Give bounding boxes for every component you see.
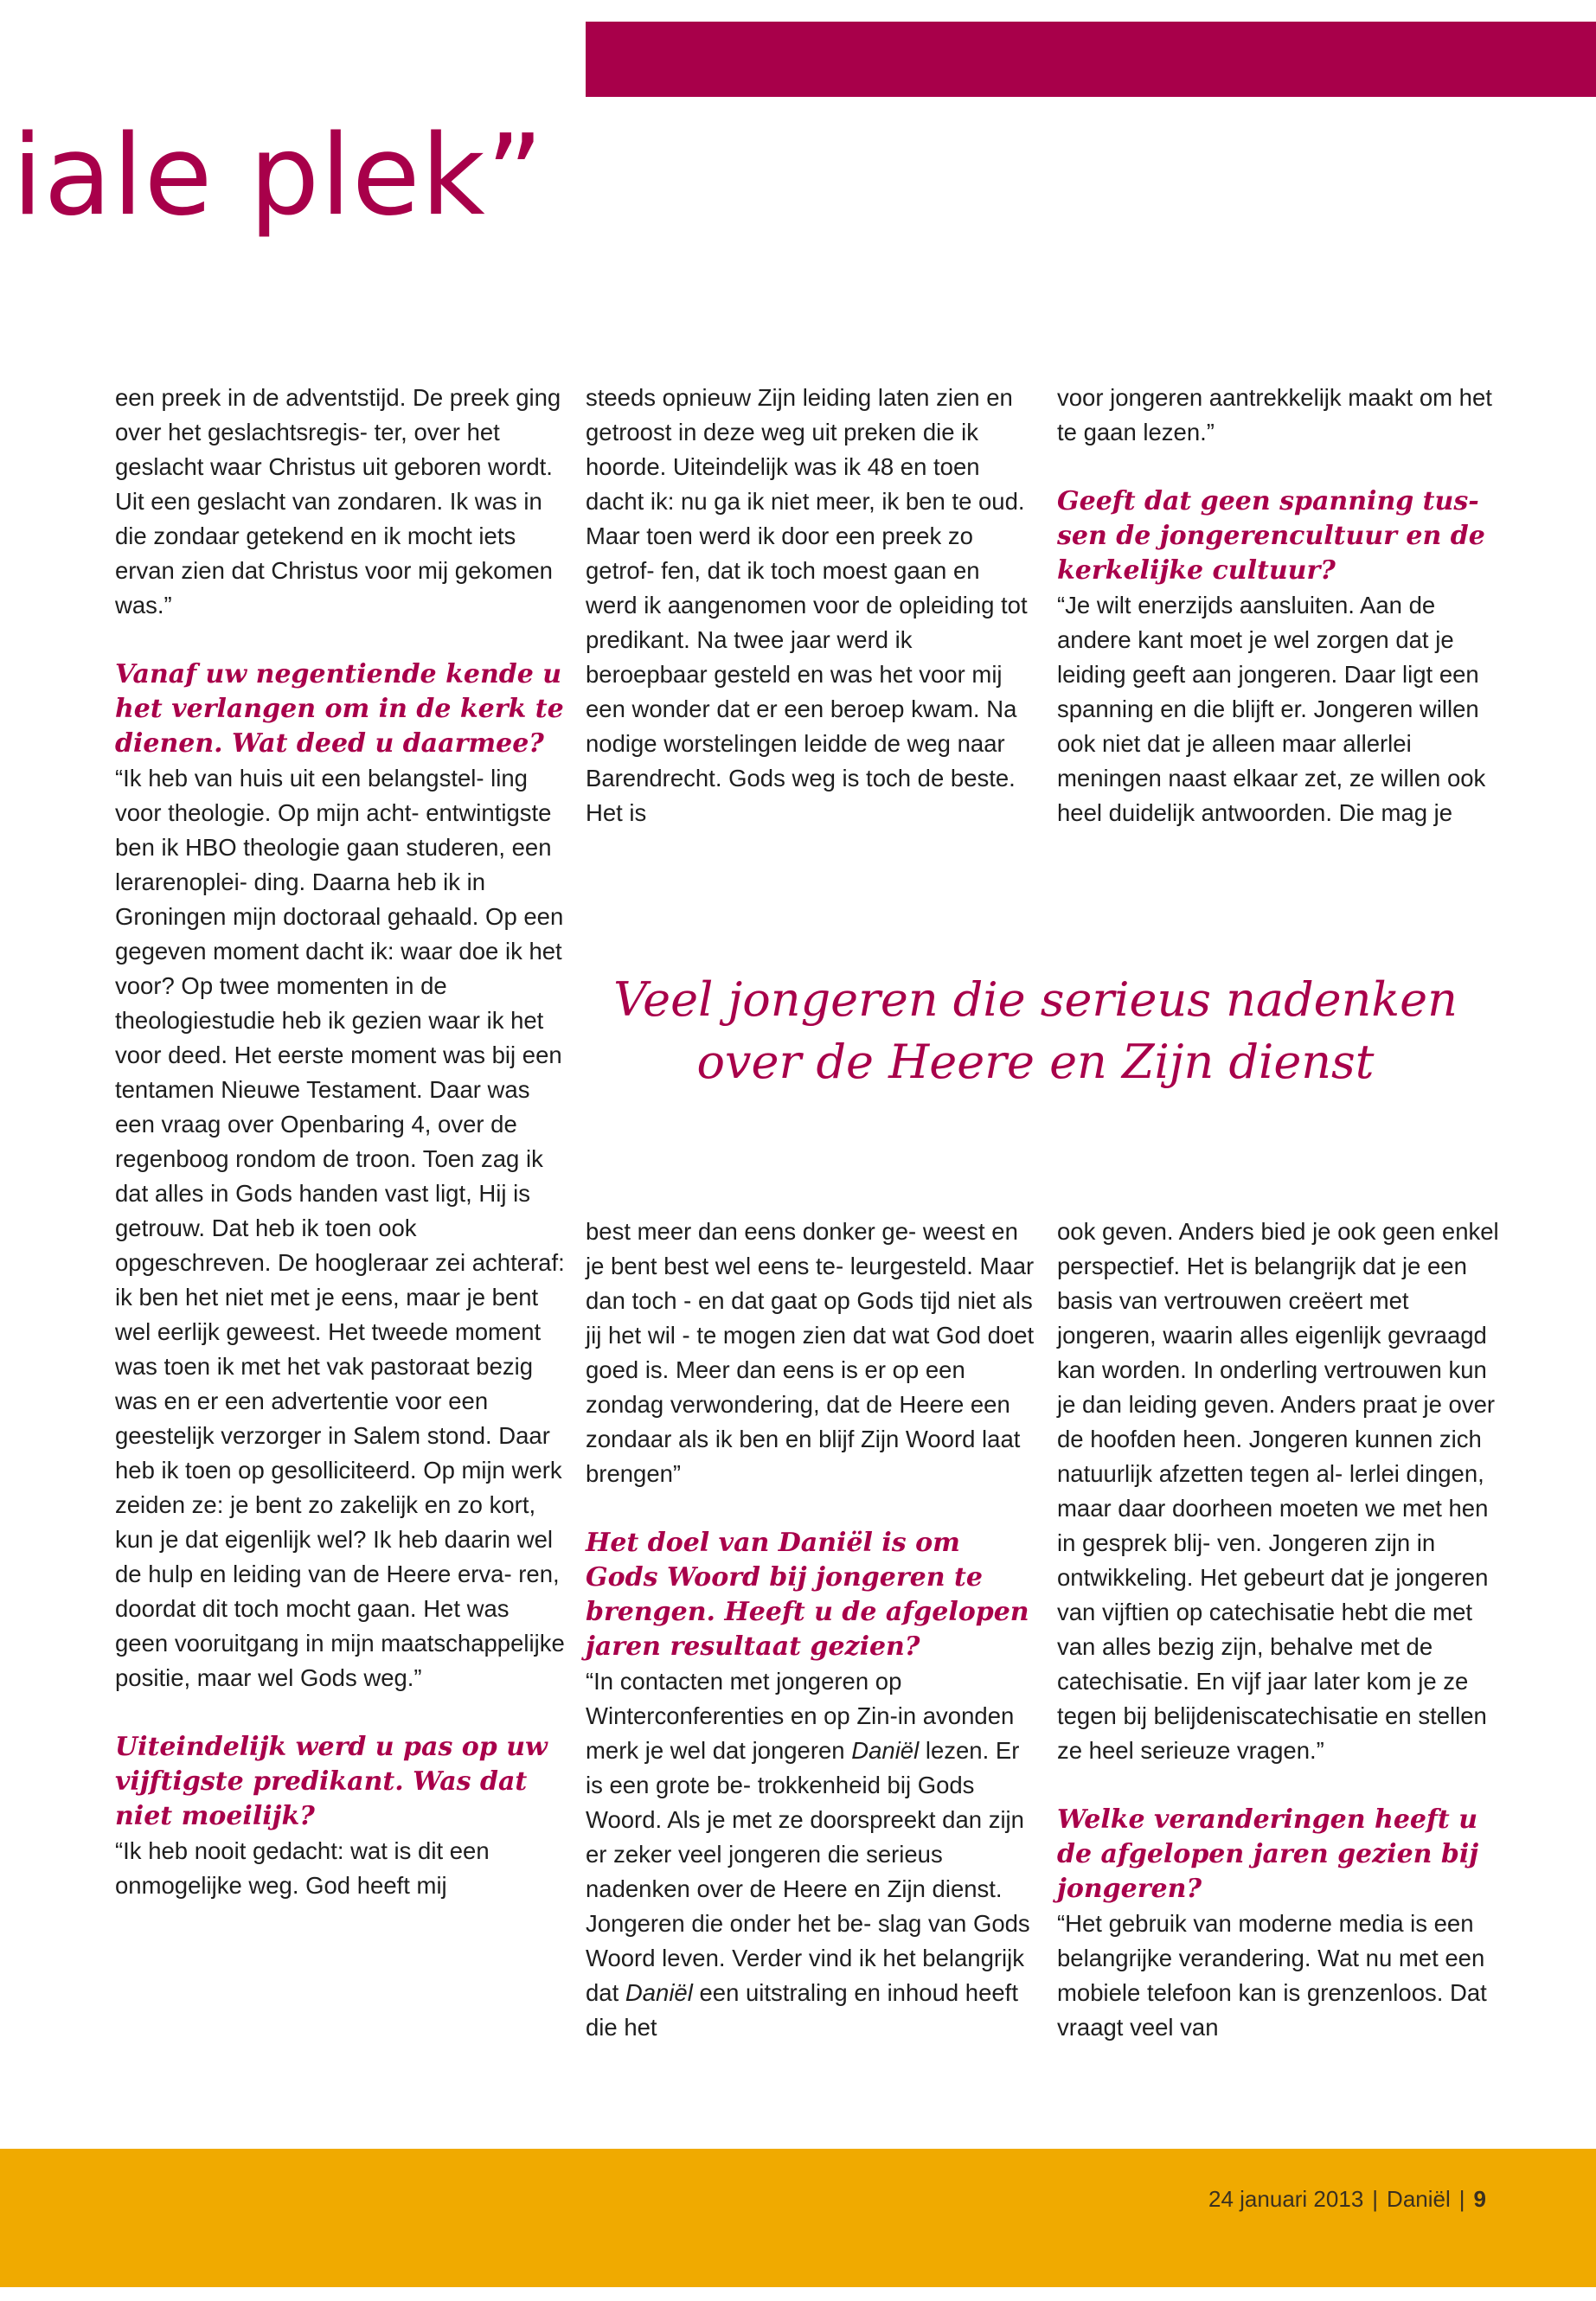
interview-question: Uiteindelijk werd u pas op uw vijftigste predikant. Was dat niet moeilijk? bbox=[115, 1732, 548, 1831]
paragraph: “Je wilt enerzijds aansluiten. Aan de andere kant moet je wel zorgen dat je leiding geeft aan jongeren. Daar ligt een spanning en die blijft er. Jongeren willen ook niet dat je alleen maar allerlei meningen naast elkaar zet, ze willen ook heel duidelijk antwoorden. Die mag je bbox=[1057, 592, 1486, 826]
page-number: 9 bbox=[1473, 2186, 1486, 2212]
paragraph: “Ik heb nooit gedacht: wat is dit een onmogelijke weg. God heeft mij bbox=[115, 1837, 490, 1899]
issue-date: 24 januari 2013 bbox=[1208, 2186, 1364, 2212]
article-title-fragment: iale plek” bbox=[12, 112, 544, 240]
paragraph: “Het gebruik van moderne media is een belangrijke verandering. Wat nu met een mobiele telefoon kan is grenzenloos. Dat vraagt veel van bbox=[1057, 1910, 1487, 2041]
paragraph: steeds opnieuw Zijn leiding laten zien en getroost in deze weg uit preken die ik hoorde. Uiteindelijk was ik 48 en toen dacht ik: nu ga ik niet meer, ik ben te oud. Maar toen werd ik door een preek zo getrof- fen, dat ik toch moest gaan en werd ik aangenomen voor de opleiding tot predikant. Na twee jaar werd ik beroepbaar gesteld en was het voor mij een wonder dat er een beroep kwam. Na nodige worstelingen leidde de weg naar Barendrecht. Gods weg is toch de beste. Het is bbox=[586, 384, 1028, 826]
column-2-top bbox=[586, 381, 1035, 830]
separator: | bbox=[1458, 2186, 1465, 2212]
pull-quote bbox=[586, 969, 1485, 1093]
column-3-bottom bbox=[1057, 1215, 1507, 2045]
page-footer bbox=[1208, 2186, 1486, 2213]
footer-band bbox=[0, 2149, 1596, 2287]
text-run: lezen. Er is een grote be- trokkenheid bij Gods Woord. Als je met ze doorspreekt dan zijn er zeker veel jongeren die serieus nadenken over de Heere en Zijn dienst. Jongeren die onder het be- slag van Gods Woord leven. Verder vind ik het belangrijk dat bbox=[586, 1737, 1030, 2006]
magazine-name: Daniël bbox=[851, 1737, 920, 1764]
interview-question: Het doel van Daniël is om Gods Woord bij jongeren te brengen. Heeft u de afgelopen jaren resultaat gezien? bbox=[586, 1528, 1029, 1662]
paragraph: een preek in de adventstijd. De preek ging over het geslachtsregis- ter, over het geslacht waar Christus uit geboren wordt. Uit een geslacht van zondaren. Ik was in die zondaar getekend en ik mocht iets ervan zien dat Christus voor mij gekomen was.” bbox=[115, 384, 561, 619]
magazine-title: Daniël bbox=[1387, 2186, 1451, 2212]
top-accent-bar bbox=[586, 22, 1596, 97]
paragraph bbox=[586, 1664, 1035, 2045]
magazine-name: Daniël bbox=[625, 1979, 693, 2006]
pull-quote-line: Veel jongeren die serieus nadenken bbox=[613, 972, 1458, 1027]
column-3-top bbox=[1057, 381, 1507, 830]
paragraph: best meer dan eens donker ge- weest en je bent best wel eens te- leurgesteld. Maar dan toch - en dat gaat op Gods tijd niet als jij het wil - te mogen zien dat wat God doet goed is. Meer dan eens is er op een zondag verwondering, dat de Heere een zondaar als ik ben en blijf Zijn Woord laat brengen” bbox=[586, 1218, 1035, 1487]
text-run: een uitstraling en inhoud heeft die het bbox=[586, 1979, 1018, 2041]
interview-question: Geeft dat geen spanning tus- sen de jongerencultuur en de kerkelijke cultuur? bbox=[1057, 486, 1485, 586]
paragraph: ook geven. Anders bied je ook geen enkel perspectief. Het is belangrijk dat je een basis van vertrouwen creëert met jongeren, waarin alles eigenlijk gevraagd kan worden. In onderling vertrouwen kun je dan leiding geven. Anders praat je over de hoofden heen. Jongeren kunnen zich natuurlijk afzetten tegen al- lerlei dingen, maar daar doorheen moeten we met hen in gesprek blij- ven. Jongeren zijn in ontwikkeling. Het gebeurt dat je jongeren van vijftien op catechisatie hebt die met van alles bezig zijn, behalve met de catechisatie. En vijf jaar later kom je ze tegen bij belijdeniscatechisatie en stellen ze heel serieuze vragen.” bbox=[1057, 1218, 1499, 1764]
paragraph: “Ik heb van huis uit een belangstel- ling voor theologie. Op mijn acht- entwintigste ben ik HBO theologie gaan studeren, een lerarenoplei- ding. Daarna heb ik in Groningen mijn doctoraal gehaald. Op een gegeven moment dacht ik: waar doe ik het voor? Op twee momenten in de theologiestudie heb ik gezien waar ik het voor deed. Het eerste moment was bij een tentamen Nieuwe Testament. Daar was een vraag over Openbaring 4, over de regenboog rondom de troon. Toen zag ik dat alles in Gods handen vast ligt, Hij is getrouw. Dat heb ik toen ook opgeschreven. De hoogleraar zei achteraf: ik ben het niet met je eens, maar je bent wel eerlijk geweest. Het tweede moment was toen ik met het vak pastoraat bezig was en er een advertentie voor een geestelijk verzorger in Salem stond. Daar heb ik toen op gesolliciteerd. Op mijn werk zeiden ze: je bent zo zakelijk en zo kort, kun je dat eigenlijk wel? Ik heb daarin wel de hulp en leiding van de Heere erva- ren, doordat dit toch mocht gaan. Het was geen vooruitgang in mijn maatschappelijke positie, maar wel Gods weg.” bbox=[115, 765, 565, 1691]
paragraph: voor jongeren aantrekkelijk maakt om het te gaan lezen.” bbox=[1057, 384, 1492, 445]
text-run: “In contacten met jongeren op Winterconferenties en op Zin-in avonden merk je wel dat jongeren bbox=[586, 1668, 1015, 1764]
interview-question: Welke veranderingen heeft u de afgelopen jaren gezien bij jongeren? bbox=[1057, 1804, 1479, 1904]
separator: | bbox=[1372, 2186, 1379, 2212]
column-1 bbox=[115, 381, 565, 1903]
interview-question: Vanaf uw negentiende kende u het verlangen om in de kerk te dienen. Wat deed u daarmee? bbox=[115, 659, 564, 759]
column-2-bottom bbox=[586, 1215, 1035, 2045]
pull-quote-line: over de Heere en Zijn dienst bbox=[696, 1035, 1375, 1089]
